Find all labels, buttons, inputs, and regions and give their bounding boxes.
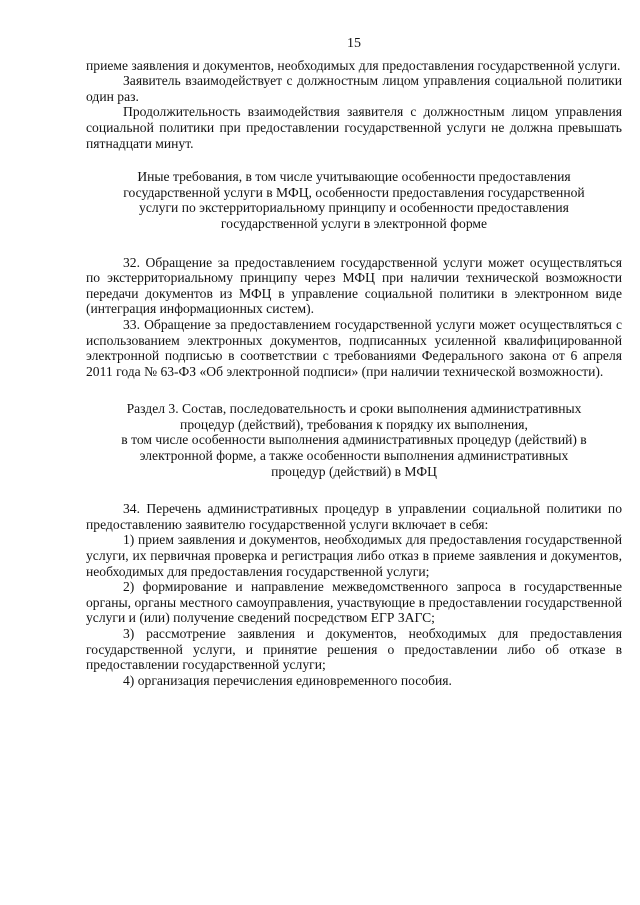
heading-line: Иные требования, в том числе учитывающие особенности предоставления xyxy=(137,169,571,185)
heading-line: Раздел 3. Состав, последовательность и сроки выполнения административных xyxy=(126,401,582,417)
intro-paragraph-2: Заявитель взаимодействует с должностным лицом управления социальной политики один раз. xyxy=(86,73,622,104)
heading-line: государственной услуги в МФЦ, особенности предоставления государственной xyxy=(123,184,585,200)
heading-line: государственной услуги в электронной форме xyxy=(220,215,488,231)
heading-line: процедур (действий) в МФЦ xyxy=(271,463,437,479)
section-heading-other-requirements xyxy=(86,169,622,231)
paragraph-34: 34. Перечень административных процедур в управлении социальной политики по предоставлению заявителю государственной услуги включает в себя: xyxy=(86,501,622,532)
list-item: 2) формирование и направление межведомственного запроса в государственные органы, органы местного самоуправления, участвующие в предоставлении государственной услуги и (или) получение сведений посредством ЕГР ЗАГС; xyxy=(86,579,622,626)
heading-line: процедур (действий), требования к порядку их выполнения, xyxy=(180,416,528,432)
section-heading-3 xyxy=(86,401,622,479)
heading-line: услуги по экстерриториальному принципу и особенности предоставления xyxy=(139,200,569,216)
list-item: 1) прием заявления и документов, необходимых для предоставления государственной услуги, их первичная проверка и регистрация либо отказ в приеме заявления и документов, необходимых для предоставления государственной услуги; xyxy=(86,532,622,579)
paragraph-33: 33. Обращение за предоставлением государственной услуги может осуществляться с использованием электронных документов, подписанных усиленной квалифицированной электронной подписью в соответствии с требованиями Федерального закона от 6 апреля 2011 года № 63-ФЗ «Об электронной подписи» (при наличии технической возможности). xyxy=(86,316,622,379)
page-number: 15 xyxy=(347,36,361,51)
paragraph-32: 32. Обращение за предоставлением государственной услуги может осуществляться по экстерриториальному принципу через МФЦ при наличии технической возможности передачи документов из МФЦ в управление социальной политики в электронном виде (интеграция информационных систем). xyxy=(86,254,622,317)
intro-paragraph-1: приеме заявления и документов, необходимых для предоставления государственной услуги. xyxy=(86,57,621,73)
heading-line: в том числе особенности выполнения административных процедур (действий) в xyxy=(121,432,587,448)
list-item: 4) организация перечисления единовременного пособия. xyxy=(123,672,452,688)
heading-line: электронной форме, а также особенности выполнения административных xyxy=(139,448,569,464)
list-item: 3) рассмотрение заявления и документов, необходимых для предоставления государственной услуги, и принятие решения о предоставлении либо об отказе в предоставлении государственной услуги; xyxy=(86,626,622,673)
intro-paragraph-3: Продолжительность взаимодействия заявителя с должностным лицом управления социальной политики при предоставлении государственной услуги не должна превышать пятнадцати минут. xyxy=(86,104,622,151)
